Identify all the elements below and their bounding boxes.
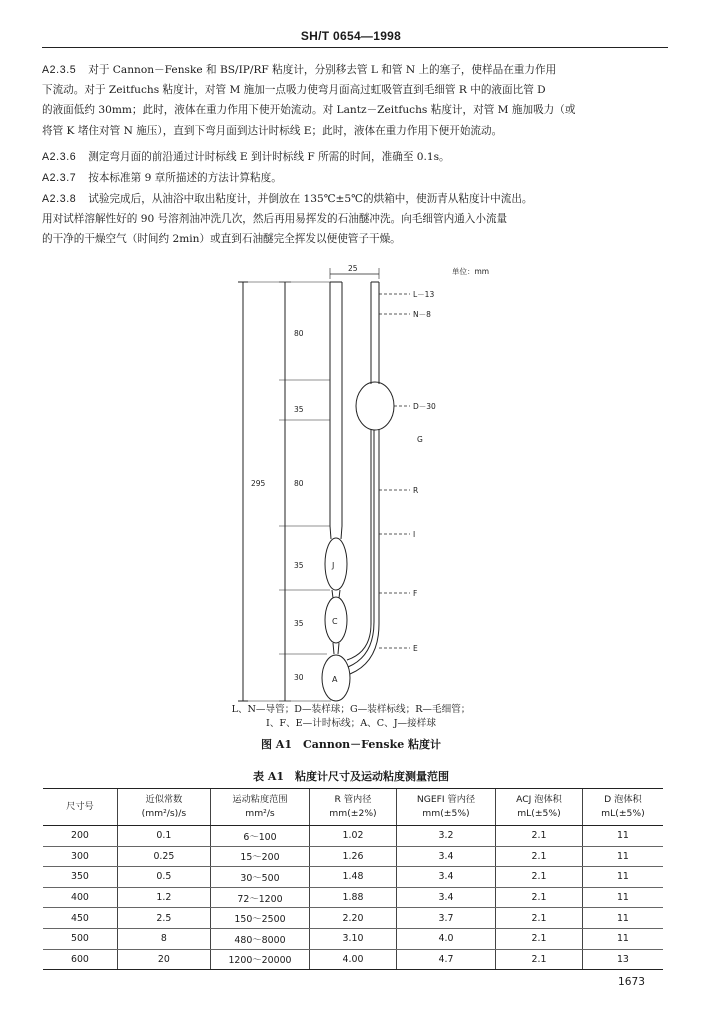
callout-label: L－13 xyxy=(413,290,435,299)
page-number: 1673 xyxy=(618,976,645,988)
paragraph-line: 按本标准第 9 章所描述的方法计算粘度。 xyxy=(88,172,282,184)
clause-number: A2.3.7 xyxy=(42,172,77,184)
segment-label: 35 xyxy=(294,561,304,570)
col-header: 近似常数 (mm²/s)/s xyxy=(117,789,210,826)
width-label: 25 xyxy=(348,264,358,273)
col-header: R 管内径 mm(±2%) xyxy=(310,789,397,826)
table-row: 600 20 1200～20000 4.00 4.7 2.1 13 xyxy=(43,949,663,970)
clause-number: A2.3.8 xyxy=(42,193,77,205)
col-header: ACJ 泡体积 mL(±5%) xyxy=(496,789,583,826)
table-row: 450 2.5 150～2500 2.20 3.7 2.1 11 xyxy=(43,908,663,929)
page-header: SH/T 0654—1998 xyxy=(300,29,402,43)
callout-label: N－8 xyxy=(413,310,431,319)
col-header: NGEFI 管内径 mm(±5%) xyxy=(396,789,495,826)
table-row: 350 0.5 30～500 1.48 3.4 2.1 11 xyxy=(43,867,663,888)
clause-number: A2.3.6 xyxy=(42,151,77,163)
segment-label: 35 xyxy=(294,619,304,628)
figure-legend-line: L、N—导管；D—装样球；G—装样标线；R—毛细管； xyxy=(231,704,471,715)
col-header: 运动粘度范围 mm²/s xyxy=(210,789,309,826)
total-height-label: 295 xyxy=(251,479,266,488)
paragraph-line: 的液面低约 30mm；此时，液体在重力作用下使开始流动。对 Lantz－Zeitfuchs 粘度计，对管 M 施加吸力（或 xyxy=(42,104,576,117)
segment-label: 80 xyxy=(294,479,304,488)
paragraph-line: 用对试样溶解性好的 90 号溶剂油冲洗几次，然后再用易挥发的石油醚冲洗。向毛细管内通入小流量 xyxy=(42,213,508,226)
col-header: 尺寸号 xyxy=(43,789,117,826)
table-row: 400 1.2 72～1200 1.88 3.4 2.1 11 xyxy=(43,887,663,908)
callout-label: I xyxy=(413,530,416,539)
col-header: D 泡体积 mL(±5%) xyxy=(582,789,663,826)
segment-label: 30 xyxy=(294,673,304,682)
callout-label: R xyxy=(413,486,419,495)
clause-number: A2.3.5 xyxy=(42,64,77,76)
header-rule xyxy=(42,47,668,48)
paragraph-a2-3-5 xyxy=(42,60,670,141)
callout-label: E xyxy=(413,644,418,653)
bulb-label-j: J xyxy=(332,561,335,570)
callout-label: D－30 xyxy=(413,402,436,411)
paragraph-a2-3-6 xyxy=(42,147,670,167)
table-row: 200 0.1 6～100 1.02 3.2 2.1 11 xyxy=(43,826,663,847)
paragraph-line: 将管 K 堵住对管 N 施压），直到下弯月面到达计时标线 E；此时，液体在重力作用下便开始流动。 xyxy=(42,124,503,137)
paragraph-a2-3-7 xyxy=(42,168,670,188)
paragraph-line: 测定弯月面的前沿通过计时标线 E 到计时标线 F 所需的时间，准确至 0.1s。 xyxy=(88,151,450,163)
paragraph-a2-3-8 xyxy=(42,189,670,250)
figure-caption: 图 A1 Cannon－Fenske 粘度计 xyxy=(260,738,442,751)
figure-legend-line: I、F、E—计时标线；A、C、J—接样球 xyxy=(266,718,436,729)
callout-label: F xyxy=(413,589,418,598)
callout-label: G xyxy=(417,435,423,444)
paragraph-line: 试验完成后，从油浴中取出粘度计，并倒放在 135℃±5℃的烘箱中，使沥青从粘度计中流出。 xyxy=(88,193,533,205)
paragraph-line: 对于 Cannon－Fenske 和 BS/IP/RF 粘度计，分别移去管 L 和管 N 上的塞子，使样品在重力作用 xyxy=(88,64,557,76)
viscometer-size-table xyxy=(43,788,663,970)
paragraph-line: 下流动。对于 Zeitfuchs 粘度计，对管 M 施加一点吸力使弯月面高过虹吸管直到毛细管 R 中的液面比管 D xyxy=(42,84,546,97)
segment-label: 80 xyxy=(294,329,304,338)
table-row: 300 0.25 15～200 1.26 3.4 2.1 11 xyxy=(43,846,663,867)
table-row: 500 8 480～8000 3.10 4.0 2.1 11 xyxy=(43,928,663,949)
paragraph-line: 的干净的干燥空气（时间约 2min）或直到石油醚完全挥发以便使管子干燥。 xyxy=(42,233,401,246)
segment-label: 35 xyxy=(294,405,304,414)
cannon-fenske-viscometer-diagram xyxy=(195,264,495,712)
table-header-row xyxy=(43,789,663,826)
bulb-label-c: C xyxy=(332,617,338,626)
table-caption: 表 A1 粘度计尺寸及运动粘度测量范围 xyxy=(252,770,450,783)
unit-label: 单位：mm xyxy=(452,267,490,276)
bulb-label-a: A xyxy=(332,675,338,684)
